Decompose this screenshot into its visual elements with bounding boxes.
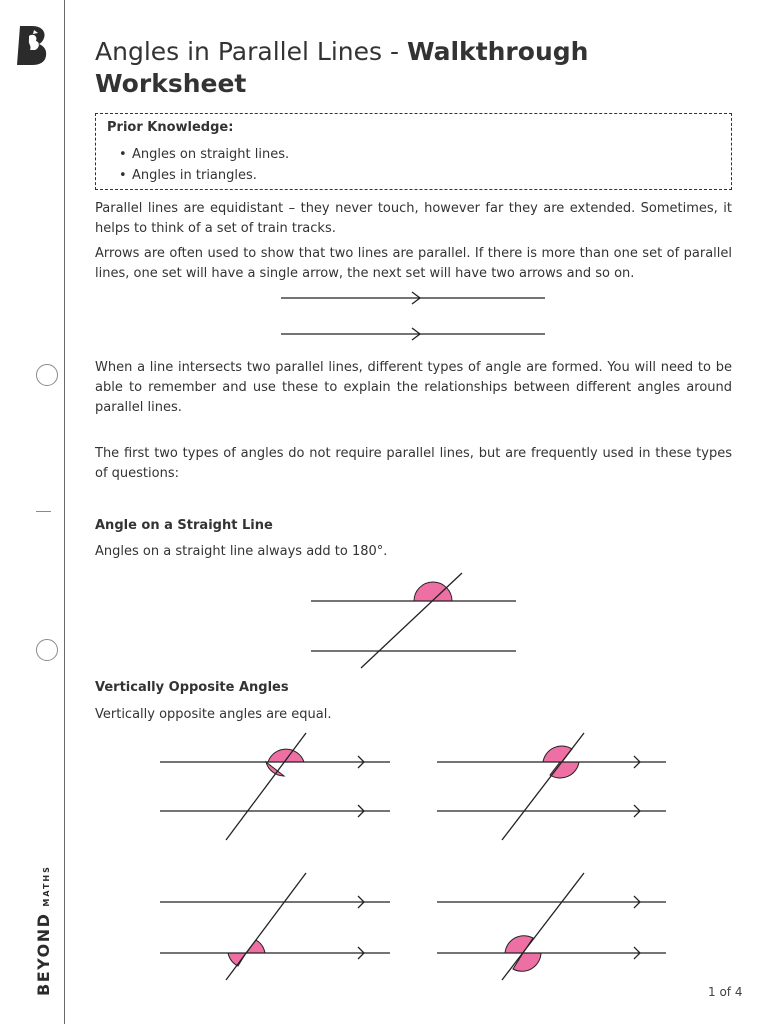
diagram-top-left <box>160 733 390 840</box>
text-vertically-opposite: Vertically opposite angles are equal. <box>95 707 332 722</box>
heading-straight-line: Angle on a Straight Line <box>95 518 273 533</box>
text-straight-line: Angles on a straight line always add to 180°. <box>95 544 388 559</box>
list-item: • Angles on straight lines. <box>119 144 720 165</box>
brand-sub: MATHS <box>42 865 51 907</box>
page-number: 1 of 4 <box>708 985 743 999</box>
heading-vertically-opposite: Vertically Opposite Angles <box>95 680 289 695</box>
diagram-top-right <box>437 733 666 840</box>
brand-main: BEYOND <box>34 912 53 996</box>
diagram-bottom-right <box>437 873 666 980</box>
diagram-bottom-left <box>160 873 390 980</box>
prior-knowledge-title: Prior Knowledge: <box>107 120 234 135</box>
paragraph-first-two: The first two types of angles do not require parallel lines, but are frequently used in these types of questions: <box>95 446 732 481</box>
paragraph-arrows: Arrows are often used to show that two lines are parallel. If there is more than one set of parallel lines, one set will have a single arrow, the next set will have two arrows and so on. <box>95 246 732 281</box>
paragraph-intersect: When a line intersects two parallel lines, different types of angle are formed. You will need to be able to remember and use these to explain the relationships between different angles around parallel lines. <box>95 360 732 415</box>
title-bold: Walkthrough Worksheet <box>95 37 589 98</box>
title-light: Angles in Parallel Lines - <box>95 37 407 66</box>
paragraph-parallel-lines: Parallel lines are equidistant – they never touch, however far they are extended. Sometimes, it helps to think of a set of train tracks. <box>95 201 732 236</box>
list-item: • Angles in triangles. <box>119 165 720 186</box>
